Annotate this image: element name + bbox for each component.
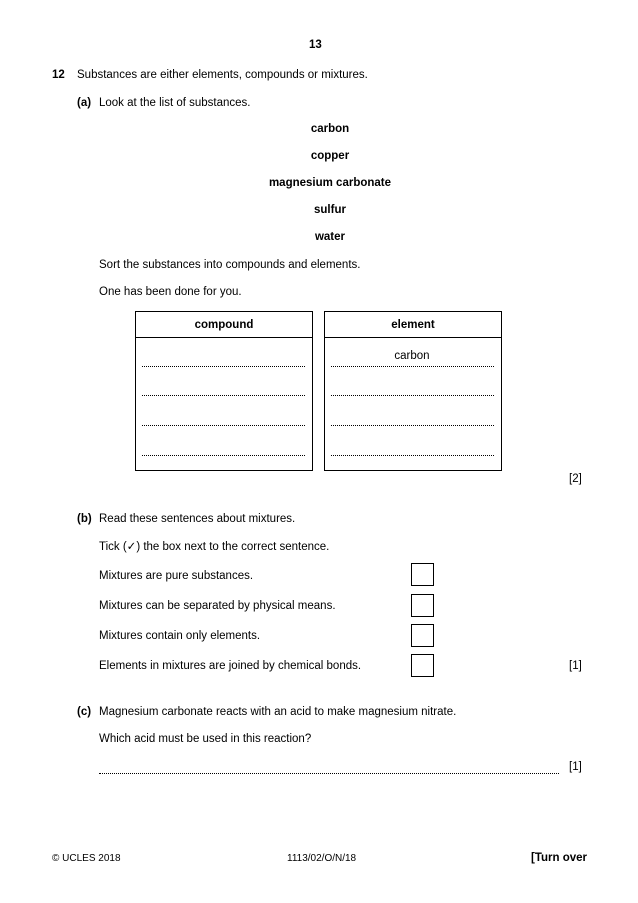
part-c-answer-line[interactable] bbox=[99, 773, 559, 774]
substance-item: water bbox=[314, 231, 346, 243]
turn-over: [Turn over bbox=[531, 852, 588, 864]
part-b-instruction: Read these sentences about mixtures. bbox=[99, 513, 296, 525]
element-answer-line[interactable] bbox=[331, 425, 494, 426]
sort-instruction: Sort the substances into compounds and elements. bbox=[99, 259, 361, 271]
element-answer-line[interactable] bbox=[331, 366, 494, 367]
part-c-statement: Magnesium carbonate reacts with an acid to make magnesium nitrate. bbox=[99, 706, 457, 718]
footer-code: 1113/02/O/N/18 bbox=[287, 853, 357, 864]
compound-answer-line[interactable] bbox=[142, 395, 305, 396]
compound-answer-line[interactable] bbox=[142, 455, 305, 456]
part-b-label: (b) bbox=[77, 513, 92, 525]
element-answer-line[interactable] bbox=[331, 395, 494, 396]
element-header: element bbox=[325, 312, 501, 338]
compound-answer-line[interactable] bbox=[142, 425, 305, 426]
example-note: One has been done for you. bbox=[99, 286, 242, 298]
part-a-marks: [2] bbox=[569, 473, 582, 485]
tick-box[interactable] bbox=[411, 563, 434, 586]
substance-item: copper bbox=[310, 150, 350, 162]
tick-box[interactable] bbox=[411, 624, 434, 647]
part-c-label: (c) bbox=[77, 706, 92, 718]
option-text: Elements in mixtures are joined by chemical bonds. bbox=[99, 660, 362, 672]
part-c-question: Which acid must be used in this reaction? bbox=[99, 733, 312, 745]
substance-item: carbon bbox=[310, 123, 350, 135]
compound-answer-line[interactable] bbox=[142, 366, 305, 367]
element-example: carbon bbox=[394, 350, 430, 362]
option-text: Mixtures can be separated by physical means. bbox=[99, 600, 336, 612]
substance-item: sulfur bbox=[314, 204, 346, 216]
compound-table bbox=[135, 311, 313, 471]
tick-box[interactable] bbox=[411, 654, 434, 677]
part-a-label: (a) bbox=[77, 97, 92, 109]
tick-instruction: Tick (✓) the box next to the correct sentence. bbox=[99, 541, 330, 553]
compound-header: compound bbox=[136, 312, 312, 338]
page-number: 13 bbox=[309, 39, 322, 51]
tick-box[interactable] bbox=[411, 594, 434, 617]
option-text: Mixtures are pure substances. bbox=[99, 570, 254, 582]
element-table bbox=[324, 311, 502, 471]
part-a-instruction: Look at the list of substances. bbox=[99, 97, 251, 109]
footer-copyright: © UCLES 2018 bbox=[52, 853, 121, 864]
part-c-marks: [1] bbox=[569, 761, 582, 773]
element-answer-line[interactable] bbox=[331, 455, 494, 456]
substance-item: magnesium carbonate bbox=[268, 177, 392, 189]
question-number: 12 bbox=[52, 69, 65, 81]
question-intro: Substances are either elements, compounds or mixtures. bbox=[77, 69, 368, 81]
part-b-marks: [1] bbox=[569, 660, 582, 672]
option-text: Mixtures contain only elements. bbox=[99, 630, 261, 642]
